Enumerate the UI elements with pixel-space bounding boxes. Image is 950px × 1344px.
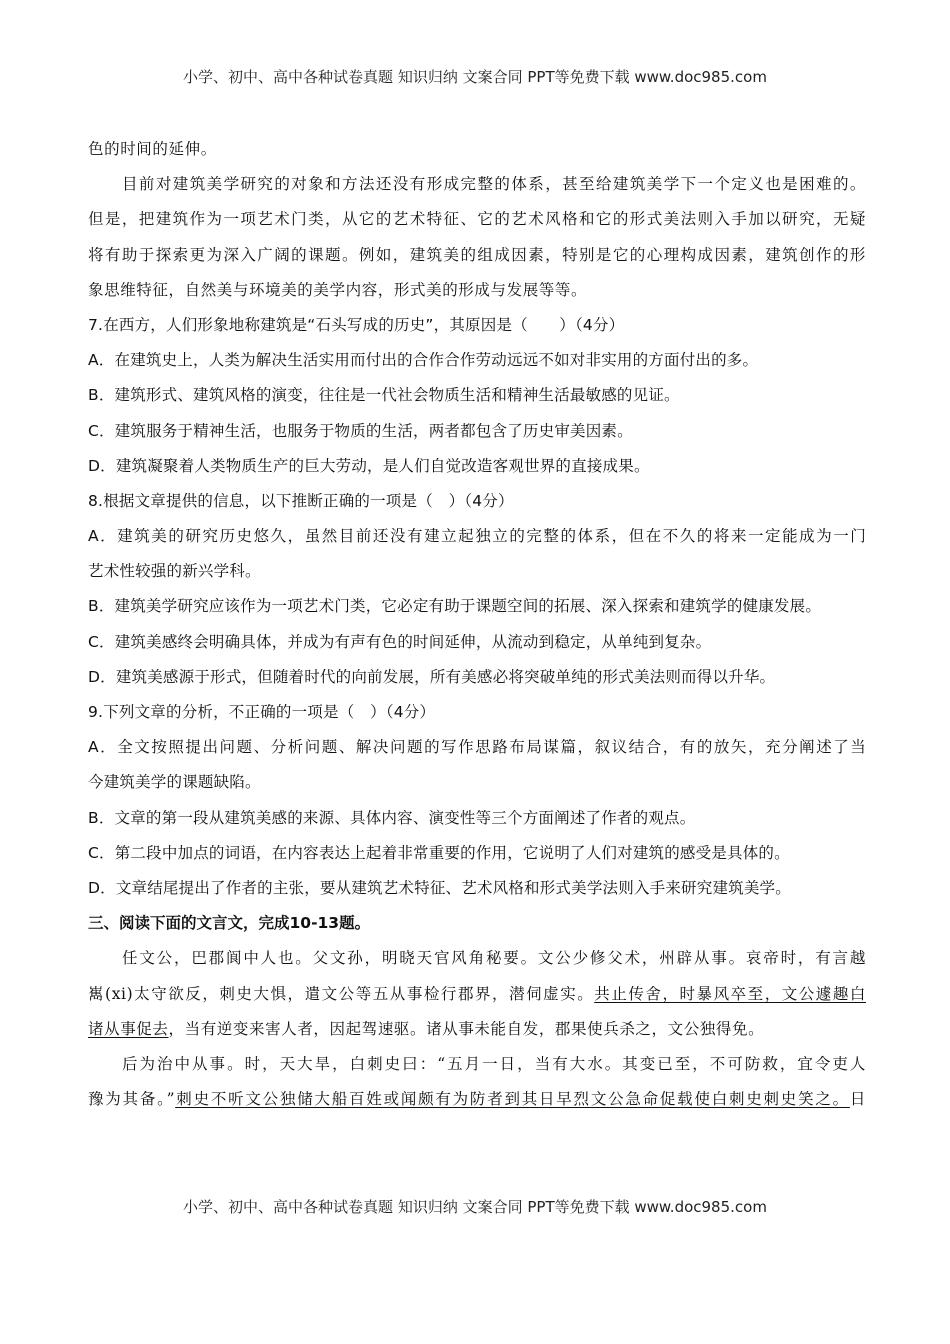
passage-line: 目前对建筑美学研究的对象和方法还没有形成完整的体系，甚至给建筑美学下一个定义也是困难的。 — [122, 175, 866, 194]
question-7-stem: 7.在西方，人们形象地称建筑是“石头写成的历史”，其原因是（ ）（4分） — [88, 315, 625, 334]
classical-text-line — [88, 1082, 866, 1117]
question-8-stem: 8.根据文章提供的信息，以下推断正确的一项是（ ）（4分） — [88, 491, 514, 510]
classical-text-span: 豫为其备。” — [88, 1090, 176, 1109]
question-8-option-a-cont: 艺术性较强的新兴学科。 — [88, 562, 261, 581]
section-3-title: 三、阅读下面的文言文，完成10-13题。 — [88, 914, 371, 933]
question-8-option-d: D．建筑美感源于形式，但随着时代的向前发展，所有美感必将突破单纯的形式美法则而得以升华。 — [88, 667, 776, 686]
question-9-option-c: C．第二段中加点的词语，在内容表达上起着非常重要的作用，它说明了人们对建筑的感受是具体的。 — [88, 843, 790, 862]
question-9-option-b: B．文章的第一段从建筑美感的来源、具体内容、演变性等三个方面阐述了作者的观点。 — [88, 808, 696, 827]
underlined-sentence: 共止传舍，时暴风卒至，文公遽趣白 — [594, 984, 866, 1003]
underlined-sentence: 诸从事促去 — [88, 1019, 169, 1038]
passage-line: 色的时间的延伸。 — [88, 140, 217, 158]
classical-text-line: 任文公，巴郡阆中人也。父文孙，明晓天官风角秘要。文公少修父术，州辟从事。哀帝时，有言越 — [122, 949, 866, 968]
page-footer: 小学、初中、高中各种试卷真题 知识归纳 文案合同 PPT等免费下载 www.doc985.com — [183, 1198, 767, 1216]
passage-line: 象思维特征，自然美与环境美的美学内容，形式美的形成与发展等等。 — [88, 280, 588, 299]
question-7-option-c: C．建筑服务于精神生活，也服务于物质的生活，两者都包含了历史审美因素。 — [88, 421, 633, 440]
question-8-option-a: A．建筑美的研究历史悠久，虽然目前还没有建立起独立的完整的体系，但在不久的将来一定能成为一门 — [88, 527, 866, 546]
passage-line: 但是，把建筑作为一项艺术门类，从它的艺术特征、它的艺术风格和它的形式美法则入手加以研究，无疑 — [88, 210, 866, 229]
question-9-stem: 9.下列文章的分析，不正确的一项是（ ）（4分） — [88, 703, 436, 721]
underlined-sentence: 刺史不听文公独储大船百姓或闻颇有为防者到其日早烈文公急命促载使白刺史刺史笑之。 — [175, 1090, 850, 1109]
question-7-option-d: D．建筑凝聚着人类物质生产的巨大劳动，是人们自觉改造客观世界的直接成果。 — [88, 456, 650, 475]
passage-line: 将有助于探索更为深入广阔的课题。例如，建筑美的组成因素，特别是它的心理构成因素，建筑创作的形 — [88, 245, 866, 264]
classical-text-span: ，当有逆变来害人者，因起驾速驱。诸从事未能自发，郡果使兵杀之，文公独得免。 — [168, 1019, 765, 1038]
classical-text-line: 后为治中从事。时，天大旱，白刺史曰：“五月一日，当有大水。其变已至，不可防救，宜令吏人 — [122, 1054, 866, 1073]
classical-text-line — [88, 1012, 866, 1047]
classical-text-span: 嶲(xi)太守欲反，刺史大惧，遣文公等五从事检行郡界，潜伺虚实。 — [88, 984, 595, 1003]
page-header: 小学、初中、高中各种试卷真题 知识归纳 文案合同 PPT等免费下载 www.doc985.com — [183, 68, 767, 86]
classical-text-span: 日 — [849, 1090, 866, 1109]
question-9-option-a: A．全文按照提出问题、分析问题、解决问题的写作思路布局谋篇，叙议结合，有的放矢，充分阐述了当 — [88, 738, 866, 757]
document-body — [88, 132, 866, 1117]
question-7-option-a: A．在建筑史上，人类为解决生活实用而付出的合作合作劳动远远不如对非实用的方面付出的多。 — [88, 351, 759, 370]
question-8-option-c: C．建筑美感终会明确具体，并成为有声有色的时间延伸，从流动到稳定，从单纯到复杂。 — [88, 632, 712, 651]
question-9-option-d: D．文章结尾提出了作者的主张，要从建筑艺术特征、艺术风格和形式美学法则入手来研究建筑美学。 — [88, 878, 791, 897]
question-7-option-b: B．建筑形式、建筑风格的演变，往往是一代社会物质生活和精神生活最敏感的见证。 — [88, 386, 680, 405]
question-8-option-b: B．建筑美学研究应该作为一项艺术门类，它必定有助于课题空间的拓展、深入探索和建筑学的健康发展。 — [88, 597, 822, 616]
question-9-option-a-cont: 今建筑美学的课题缺陷。 — [88, 773, 261, 792]
classical-text-line — [88, 977, 866, 1012]
